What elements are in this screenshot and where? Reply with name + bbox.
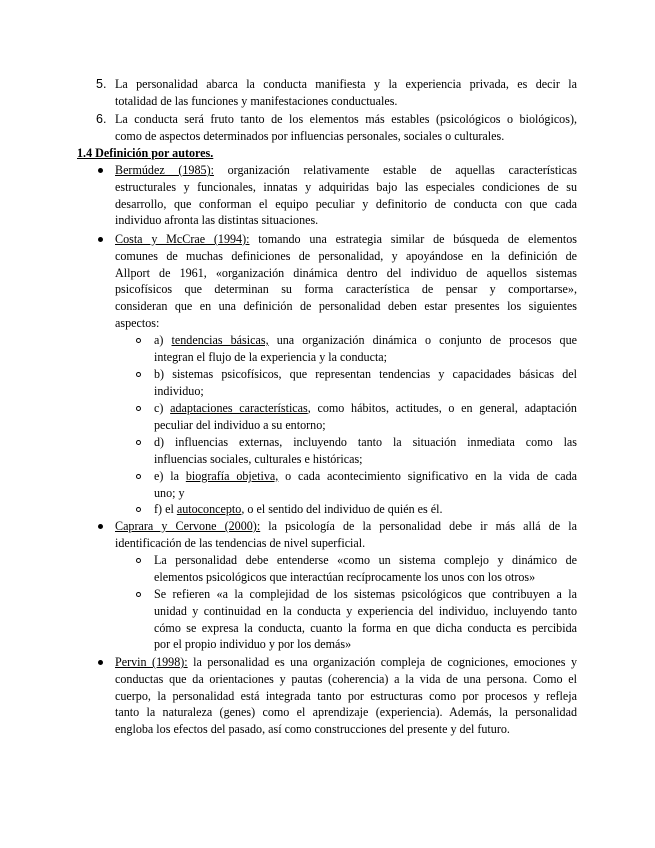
text-line: tanto la naturaleza (genes) como el aprendizaje (experiencia). Además, la personalidad xyxy=(115,705,577,720)
text-line: elementos psicológicos que interactúan recíprocamente los unos con los otros» xyxy=(154,569,536,584)
author-name: Caprara y Cervone (2000): xyxy=(115,519,261,533)
text-span: , o el sentido del individuo de quién es él. xyxy=(241,502,443,516)
text-span: organización relativamente estable de aquellas características xyxy=(213,163,577,177)
text-span: e) la xyxy=(154,469,186,483)
text-span: la personalidad es una organización compleja de cogniciones, emociones y xyxy=(187,655,577,669)
list-number: 6. xyxy=(96,112,107,126)
sub-bullet-icon xyxy=(136,372,141,377)
text-span: a) xyxy=(154,333,172,347)
sub-bullet-icon xyxy=(136,338,141,343)
text-line: cómo se expresa la conducta, cuanto la forma en que dicha conducta es percibida xyxy=(154,620,577,635)
sub-bullet-icon xyxy=(136,440,141,445)
text-line: Se refieren «a la complejidad de los sistemas psicológicos que contribuyen a la xyxy=(154,587,577,601)
text-line: aspectos: xyxy=(115,315,160,330)
text-line: cuerpo, la personalidad está integrada tanto por estructuras como por procesos y refleja xyxy=(115,688,577,703)
text-line: engloba los efectos del pasado, así como construcciones del presente y del futuro. xyxy=(115,722,510,737)
sub-bullet-icon xyxy=(136,406,141,411)
author-name: Pervin (1998): xyxy=(115,655,188,669)
text-line: integran el flujo de la experiencia y la conducta; xyxy=(154,349,388,364)
text-span: tomando una estrategia similar de búsqueda de elementos xyxy=(249,232,577,246)
text-line: La conducta será fruto tanto de los elementos más estables (psicológicos o biológicos), xyxy=(115,112,577,126)
text-span: f) el xyxy=(154,502,177,516)
sub-bullet-icon xyxy=(136,558,141,563)
text-line: identificación de las tendencias de nivel superficial. xyxy=(115,535,366,550)
bullet-icon xyxy=(98,524,103,529)
author-name: Costa y McCrae (1994): xyxy=(115,232,250,246)
sub-bullet-icon xyxy=(136,474,141,479)
text-line: peculiar del individuo a su entorno; xyxy=(154,417,326,432)
text-line: por el propio individuo y por los demás» xyxy=(154,637,352,652)
bullet-icon xyxy=(98,237,103,242)
text-span: c) xyxy=(154,401,171,415)
text-span: la psicología de la personalidad debe ir más allá de la xyxy=(260,519,577,533)
text-span: , como hábitos, actitudes, o en general, adaptación xyxy=(307,401,577,415)
author-name: Bermúdez (1985): xyxy=(115,163,214,177)
text-span: o cada acontecimiento significativo en la vida de cada xyxy=(278,469,577,483)
section-heading: 1.4 Definición por autores. xyxy=(77,146,214,160)
key-term: autoconcepto xyxy=(176,502,242,516)
text-line: psicofísicos que determinan su forma característica de pensar y comportarse», xyxy=(115,282,577,297)
bullet-icon xyxy=(98,660,103,665)
key-term: biografía objetiva, xyxy=(185,469,279,483)
key-term: tendencias básicas, xyxy=(171,333,269,347)
text-line: estructurales y funcionales, innatas y adquiridas bajo las especiales condiciones de su xyxy=(115,179,577,194)
text-line: La personalidad debe entenderse «como un sistema complejo y dinámico de xyxy=(154,553,577,567)
text-line: Allport de 1961, «organización dinámica dentro del individuo de aquellos sistemas xyxy=(115,265,577,280)
text-line: influencias sociales, culturales e históricas; xyxy=(154,451,363,466)
text-line: b) sistemas psicofísicos, que representan tendencias y capacidades básicas del xyxy=(154,367,577,381)
text-line: como de aspectos determinados por influencias personales, sociales o culturales. xyxy=(115,128,505,143)
text-line: comunes de muchas definiciones de personalidad, y apoyándose en la definición de xyxy=(115,248,577,263)
key-term: adaptaciones características xyxy=(170,401,308,415)
text-line: uno; y xyxy=(154,485,185,500)
list-number: 5. xyxy=(96,77,107,91)
text-line: individuo afronta las distintas situaciones. xyxy=(115,213,319,228)
text-span: una organización dinámica o conjunto de procesos que xyxy=(268,333,577,347)
text-line: totalidad de las funciones y manifestaciones conductuales. xyxy=(115,93,398,108)
text-line: La personalidad abarca la conducta manifiesta y la experiencia privada, es decir la xyxy=(115,77,577,91)
text-line: conductas que da orientaciones y pautas (coherencia) a la vida de una persona. Como el xyxy=(115,671,577,686)
text-line: individuo; xyxy=(154,383,204,398)
bullet-icon xyxy=(98,168,103,173)
text-line: d) influencias externas, incluyendo tanto la situación inmediata como las xyxy=(154,435,577,449)
text-line: consideran que en una definición de personalidad deben estar presentes los siguientes xyxy=(115,299,577,314)
sub-bullet-icon xyxy=(136,507,141,512)
text-line: unidad y continuidad en la conducta y experiencia del individuo, incluyendo tanto xyxy=(154,603,577,618)
sub-bullet-icon xyxy=(136,592,141,597)
text-line: desarrollo, que conforman el equipo peculiar y definitorio de conducta con que cada xyxy=(115,196,577,211)
